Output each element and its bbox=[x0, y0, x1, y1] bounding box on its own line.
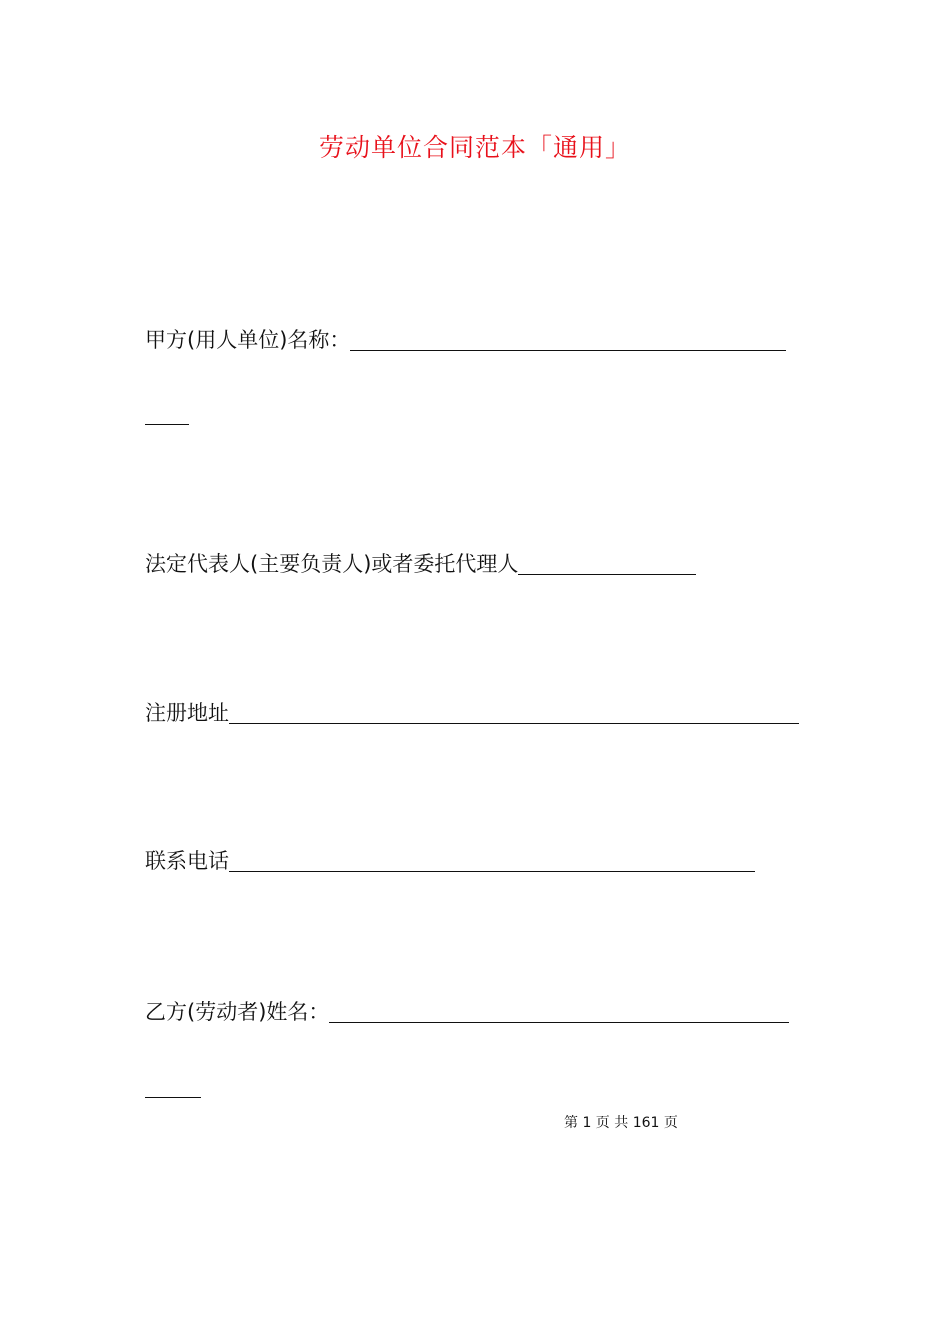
field-registered-address-label: 注册地址 bbox=[145, 701, 229, 725]
field-employee-name bbox=[145, 997, 789, 1027]
employer-name-blank[interactable] bbox=[350, 328, 786, 351]
legal-representative-blank[interactable] bbox=[518, 552, 696, 575]
field-legal-representative bbox=[145, 549, 696, 579]
employer-name-blank-continued[interactable] bbox=[145, 424, 189, 425]
field-employer-name bbox=[145, 325, 786, 355]
document-title: 劳动单位合同范本「通用」 bbox=[318, 133, 631, 162]
employee-name-blank-continued[interactable] bbox=[145, 1097, 201, 1098]
registered-address-blank[interactable] bbox=[229, 701, 799, 724]
field-contact-phone-label: 联系电话 bbox=[145, 849, 229, 873]
field-legal-representative-label: 法定代表人(主要负责人)或者委托代理人 bbox=[145, 552, 519, 576]
page-number: 第 1 页 共 161 页 bbox=[564, 1115, 678, 1131]
field-employer-name-label: 甲方(用人单位)名称： bbox=[145, 328, 351, 352]
contact-phone-blank[interactable] bbox=[229, 849, 755, 872]
field-contact-phone bbox=[145, 846, 755, 876]
field-registered-address bbox=[145, 698, 799, 728]
field-employee-name-label: 乙方(劳动者)姓名： bbox=[145, 1000, 330, 1024]
employee-name-blank[interactable] bbox=[329, 1000, 789, 1023]
